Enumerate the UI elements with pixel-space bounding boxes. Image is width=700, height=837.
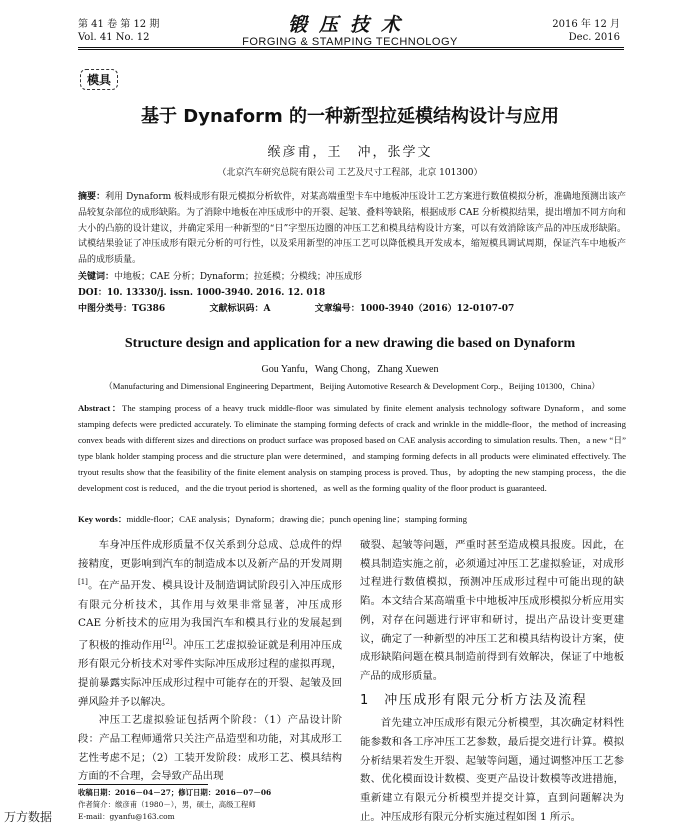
doc-code-label: 文献标识码：	[209, 304, 264, 314]
abstract-cn-text: 利用 Dynaform 板料成形有限元模拟分析软件，对某高端重型卡车中地板冲压设计工艺方案进行数值模拟分析，准确地预测出该产品较复杂部位的成形缺陷。为了消除中地板在冲压成形中的开裂、起皱、叠料等缺陷，根据成形 CAE 分析模拟结果，提出增加不同方向和大小的凸筋的设计建议，并确定采用一种新型的“日”字型压边圈的冲压工艺和模具结构设计方案，可以有效消除该产品的冲压成形缺陷。试模结果验证了冲压成形有限元分析的可行性，以及采用新型的冲压工艺可以降低模具开发成本，缩短模具调试周期，保证汽车中地板产品的成形质量。	[78, 192, 626, 266]
abstract-en-text: The stamping process of a heavy truck middle-floor was simulated by finite element analysis technology software Dynaform，and some stamping defects were predicted accurately. To eliminate the stamping forming defects of crack and wrinkle in the middle-floor，the method of increasing convex beads with different sizes and directions on product surface was proposed based on CAE analysis according to simulation results. Then，a new “日” type blank holder stamping process and die structure plan were determined，and stamping forming defects in all products were eliminated effectively. The tryout results show that the feasibility of the finite element analysis on stamping process is proved. Thus，by adopting the new stamping process，the die development cost is reduced，and the die tryout period is shortened，as well as the forming quality of the floor product is guaranteed.	[78, 403, 626, 493]
received-date: 收稿日期：2016－04－27；修订日期：2016－07－06	[78, 788, 272, 797]
footnote-rule	[78, 784, 208, 785]
header-rule-2	[78, 49, 624, 50]
paper-title-en: Structure design and application for a new drawing die based on Dynaform	[124, 336, 576, 351]
date-cn: 2016 年 12 月	[552, 19, 620, 30]
text-run: 。冲压工艺虚拟验证就是利用冲压成形有限元分析技术对零件实际冲压成形过程的虚拟再现，提前暴露实际冲压成形过程中可能存在的开裂、起皱及回弹风险并予以解决。	[78, 639, 343, 708]
keywords-cn-text: 中地板；CAE 分析；Dynaform；拉延模；分模线；冲压成形	[114, 272, 362, 282]
article-no-value: 1000-3940（2016）12-0107-07	[359, 304, 515, 314]
affiliation-en: （Manufacturing and Dimensional Engineering Department，Beijing Automotive Research & Development Corp.，Beijing 101300，China）	[104, 381, 600, 391]
keywords-en-text: middle-floor；CAE analysis；Dynaform；drawing die；punch opening line；stamping forming	[126, 514, 467, 524]
abstract-cn	[78, 190, 626, 269]
keywords-cn	[78, 270, 626, 286]
body-right-column	[360, 536, 624, 827]
author-info: 作者简介：缑彦甫（1980－），男，硕士，高级工程师	[78, 800, 256, 809]
citation[interactable]: [2]	[162, 637, 173, 646]
paragraph	[78, 536, 342, 711]
footnote	[78, 787, 342, 823]
keywords-cn-label: 关键词：	[78, 272, 115, 282]
date-en: Dec. 2016	[568, 32, 620, 43]
journal-title-cn: 锻压技术	[287, 14, 412, 36]
volume-cn: 第 41 卷 第 12 期	[78, 19, 160, 30]
doc-code-value: A	[263, 304, 271, 314]
paragraph: 破裂、起皱等问题，严重时甚至造成模具报废。因此，在模具制造实施之前，必须通过冲压工艺虚拟验证，对成形过程进行数值模拟，预测冲压成形过程中可能出现的缺陷。本文结合某高端重卡中地板冲压成形模拟分析应用实例，对存在问题进行评审和研讨，提出产品设计变更建议，确定了一种新型的冲压工艺和模具结构设计方案，使成形缺陷问题在模具制造前得到有效解决，保证了中地板产品的成形质量。	[360, 539, 624, 682]
keywords-en-label: Key words：	[78, 514, 127, 524]
paper-title-cn: 基于 Dynaform 的一种新型拉延模结构设计与应用	[141, 106, 559, 127]
clc-label: 中图分类号：	[78, 304, 133, 314]
issue-date	[552, 18, 620, 44]
article-no-label: 文章编号：	[314, 304, 360, 314]
doi-value: 10. 13330/j. issn. 1000-3940. 2016. 12. 018	[106, 288, 326, 298]
abstract-cn-label: 摘要：	[78, 192, 106, 202]
journal-title-en: FORGING & STAMPING TECHNOLOGY	[242, 36, 458, 48]
author-email[interactable]: E-mail：gyanfu@163.com	[78, 812, 175, 821]
volume-en: Vol. 41 No. 12	[78, 32, 150, 43]
doi-line	[78, 286, 626, 302]
clc-value: TG386	[132, 304, 166, 314]
text-run: 车身冲压件成形质量不仅关系到分总成、总成件的焊接精度，更影响到汽车的制造成本以及新产品的开发周期	[78, 539, 342, 570]
keywords-en	[78, 513, 626, 525]
authors-cn: 缑彦甫，王 冲，张学文	[267, 145, 433, 160]
section-tag: 模具	[80, 69, 118, 90]
classification-line	[78, 302, 626, 318]
abstract-en	[78, 400, 626, 496]
authors-en: Gou Yanfu，Wang Chong，Zhang Xuewen	[261, 364, 439, 375]
text-run: 。在产品开发、模具设计及制造调试阶段引入冲压成形有限元分析技术，其作用与效果非常显著，冲压成形 CAE 分析技术的应用为我国汽车和模具行业的发展起到了积极的推动作用	[78, 579, 342, 652]
paragraph: 冲压工艺虚拟验证包括两个阶段：（1）产品设计阶段：产品工程师通常只关注产品造型和功能，对其成形工艺性考虑不足；（2）工装开发阶段：成形工艺、模具结构方面的不合理，会导致产品出现	[78, 714, 342, 783]
citation[interactable]: [1]	[78, 578, 88, 587]
section-heading: 1 冲压成形有限元分析方法及流程	[360, 692, 588, 708]
doi-label: DOI：	[78, 288, 107, 298]
affiliation-cn: （北京汽车研究总院有限公司 工艺及尺寸工程部，北京 101300）	[217, 168, 483, 178]
body-left-column	[78, 536, 342, 786]
header-rule	[78, 47, 624, 48]
paragraph: 首先建立冲压成形有限元分析模型，其次确定材料性能参数和各工序冲压工艺参数，最后提交进行计算。模拟分析结果若发生开裂、起皱等问题，通过调整冲压工艺参数、优化模面设计数模、变更产品设计数模等改进措施，重新建立有限元分析模型并提交计算，直到问题解决为止。冲压成形有限元分析实施过程如图 1 所示。	[360, 717, 624, 823]
abstract-en-label: Abstract：	[78, 403, 123, 413]
watermark: 万方数据	[4, 810, 53, 824]
